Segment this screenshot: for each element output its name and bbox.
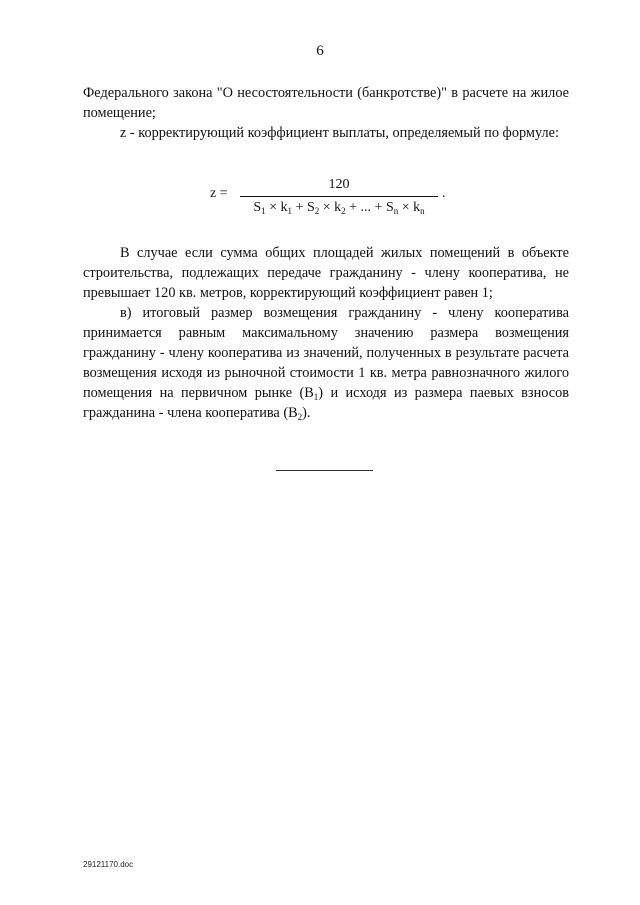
fraction-bar [240, 196, 438, 197]
formula-fraction [240, 176, 438, 217]
formula-period: . [442, 186, 446, 201]
formula-denominator: $S_1 \times k_1 + S_2 \times k_2$ + ... + $S_n \times k_n$ [253, 200, 425, 216]
formula-numerator: 120 [328, 177, 350, 192]
page-number: 6 [316, 43, 324, 59]
paragraph-final-compensation: в) итоговый размер возмещения гражданину - члену кооператива принимается равным максимальному значению размера возмещения гражданину - члену кооператива из значений, полученных в результате расчета возмещения исходя из рыночной стоимости 1 кв. метра равнозначного жилого помещения на первичном рынке $(В_1)$ и исходя из размера паевых взносов гражданина - члена кооператива $(В_2)$. [83, 305, 569, 422]
formula-lhs: z = [210, 186, 228, 201]
text-block-bottom [83, 243, 569, 423]
paragraph-z-definition: z - корректирующий коэффициент выплаты, определяемый по формуле: [120, 125, 559, 141]
footer-filename: 29121170.doc [83, 860, 134, 869]
paragraph-law-reference: Федерального закона "О несостоятельности (банкротстве)" в расчете на жилое помещение; [83, 85, 569, 121]
paragraph-area-case: В случае если сумма общих площадей жилых помещений в объекте строительства, подлежащих передаче гражданину - члену кооператива, не превышает 120 кв. метров, корректирующий коэффициент равен 1; [83, 245, 569, 301]
text-block-top [83, 83, 569, 143]
end-divider-line [276, 470, 373, 471]
